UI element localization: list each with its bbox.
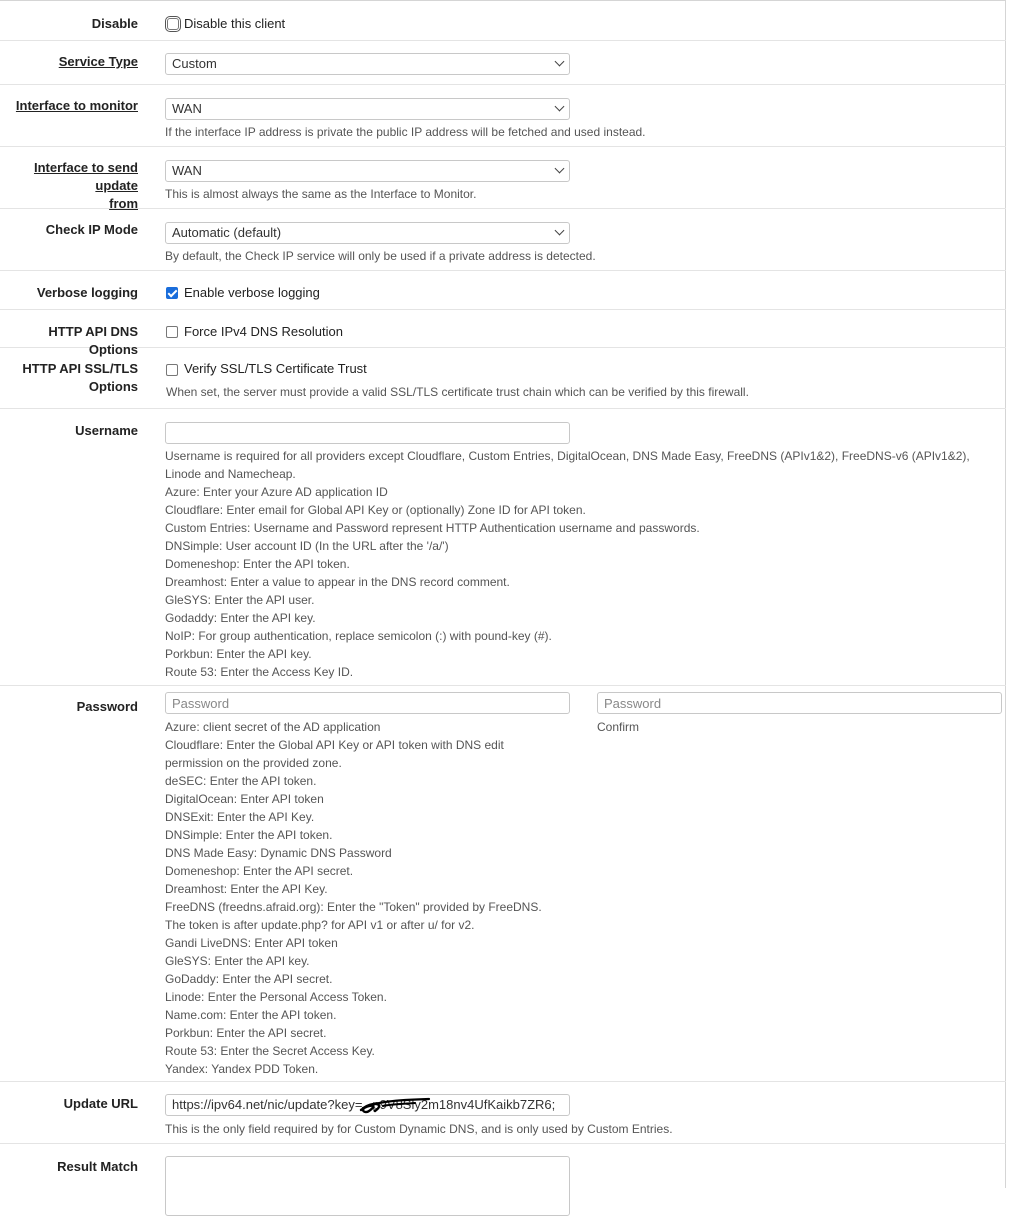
password-help-line: permission on the provided zone. [165,756,342,770]
row-service-type [0,41,1006,85]
ssl-options-label-line1: HTTP API SSL/TLS [22,361,138,376]
password-help-line: Gandi LiveDNS: Enter API token [165,936,338,950]
row-verbose [0,271,1006,310]
password-help-line: DNSimple: Enter the API token. [165,828,333,842]
username-help-line: Custom Entries: Username and Password represent HTTP Authentication username and passwords. [165,521,700,535]
password-help-line: DigitalOcean: Enter API token [165,792,324,806]
ssl-options-checkbox[interactable] [166,364,178,376]
chevron-down-icon [555,226,565,236]
update-url-value-suffix: p9V8Sly2m18nv4UfKaikb7ZR6; [372,1097,556,1112]
dns-options-label: HTTP API DNS Options [48,324,138,357]
ssl-options-help: When set, the server must provide a valid SSL/TLS certificate trust chain which can be verified by this firewall. [166,385,749,399]
interface-send-label-line2: from [109,196,138,211]
username-help-line: Dreamhost: Enter a value to appear in the DNS record comment. [165,575,510,589]
password-confirm-label: Confirm [597,720,640,734]
row-interface-monitor [0,85,1006,147]
check-ip-select[interactable] [165,222,570,244]
chevron-down-icon [555,102,565,112]
check-ip-label: Check IP Mode [45,222,138,237]
update-url-value-prefix: https://ipv64.net/nic/update?key= [172,1097,363,1112]
interface-send-label-line1: Interface to send update [33,160,138,193]
row-disable [0,1,1006,41]
interface-send-help: This is almost always the same as the Interface to Monitor. [165,187,477,201]
username-help-line: Azure: Enter your Azure AD application ID [165,485,388,499]
disable-label: Disable [91,16,138,31]
password-help-line: Dreamhost: Enter the API Key. [165,882,328,896]
password-help-line: Name.com: Enter the API token. [165,1008,337,1022]
username-help-line: Route 53: Enter the Access Key ID. [165,665,354,679]
interface-send-value: WAN [172,163,202,178]
ssl-options-label [0,360,138,396]
dns-options-checkbox-label[interactable]: Force IPv4 DNS Resolution [184,324,343,339]
check-ip-value: Automatic (default) [172,225,282,240]
password-help-line: deSEC: Enter the API token. [165,774,317,788]
chevron-down-icon [555,164,565,174]
username-input[interactable] [165,422,570,444]
ssl-options-checkbox-label[interactable]: Verify SSL/TLS Certificate Trust [184,361,367,376]
username-help-line: NoIP: For group authentication, replace semicolon (:) with pound-key (#). [165,629,552,643]
row-result-match [0,1144,1006,1204]
username-help [165,447,970,681]
password-help-line: Porkbun: Enter the API secret. [165,1026,327,1040]
check-ip-help: By default, the Check IP service will only be used if a private address is detected. [165,249,596,263]
redaction-scribble [355,1096,435,1118]
row-dns-options [0,310,1006,357]
row-username [0,409,1006,686]
password-label: Password [76,699,138,714]
password-help [165,718,542,1078]
password-help-line: Azure: client secret of the AD application [165,720,381,734]
username-help-line: Cloudflare: Enter email for Global API Key or (optionally) Zone ID for API token. [165,503,586,517]
password-confirm-input[interactable] [597,692,1002,714]
username-label: Username [75,423,138,438]
verbose-checkbox-label[interactable]: Enable verbose logging [184,285,320,300]
password-input[interactable] [165,692,570,714]
service-type-select[interactable] [165,53,570,75]
password-help-line: GleSYS: Enter the API key. [165,954,310,968]
username-help-line: GleSYS: Enter the API user. [165,593,315,607]
verbose-label: Verbose logging [36,285,138,300]
update-url-label: Update URL [63,1096,138,1111]
row-password [0,686,1006,1082]
username-help-line: Godaddy: Enter the API key. [165,611,316,625]
result-match-label: Result Match [57,1159,138,1174]
interface-send-select[interactable] [165,160,570,182]
interface-monitor-help: If the interface IP address is private the public IP address will be fetched and used instead. [165,125,646,139]
password-help-line: Route 53: Enter the Secret Access Key. [165,1044,375,1058]
interface-send-label[interactable] [0,159,138,213]
row-ssl-options [0,348,1006,409]
disable-checkbox[interactable] [167,18,179,30]
password-help-line: FreeDNS (freedns.afraid.org): Enter the "Token" provided by FreeDNS. [165,900,542,914]
interface-monitor-select[interactable] [165,98,570,120]
password-help-line: DNSExit: Enter the API Key. [165,810,315,824]
password-help-line: Yandex: Yandex PDD Token. [165,1062,319,1076]
disable-checkbox-label[interactable]: Disable this client [184,16,286,31]
dns-options-checkbox[interactable] [166,326,178,338]
username-help-line: Username is required for all providers except Cloudflare, Custom Entries, DigitalOcean, DNS Made Easy, FreeDNS (APIv1&2), FreeDNS-v6 (APIv1&2), [165,449,970,463]
username-help-line: Porkbun: Enter the API key. [165,647,312,661]
service-type-value: Custom [172,56,217,71]
username-help-line: Linode and Namecheap. [165,467,296,481]
row-interface-send [0,147,1006,209]
ssl-options-label-line2: Options [88,379,138,394]
password-help-line: Cloudflare: Enter the Global API Key or API token with DNS edit [165,738,504,752]
password-help-line: The token is after update.php? for API v1 or after u/ for v2. [165,918,475,932]
password-help-line: DNS Made Easy: Dynamic DNS Password [165,846,392,860]
password-help-line: Linode: Enter the Personal Access Token. [165,990,387,1004]
interface-monitor-label[interactable]: Interface to monitor [15,98,138,113]
username-help-line: DNSimple: User account ID (In the URL after the '/a/') [165,539,449,553]
password-help-line: GoDaddy: Enter the API secret. [165,972,333,986]
password-help-line: Domeneshop: Enter the API secret. [165,864,354,878]
update-url-help: This is the only field required by for Custom Dynamic DNS, and is only used by Custom Entries. [165,1122,673,1136]
interface-monitor-value: WAN [172,101,202,116]
verbose-checkbox[interactable] [166,287,178,299]
result-match-textarea[interactable] [165,1156,570,1216]
row-check-ip [0,209,1006,271]
username-help-line: Domeneshop: Enter the API token. [165,557,350,571]
chevron-down-icon [555,57,565,67]
service-type-label[interactable]: Service Type [58,54,138,69]
